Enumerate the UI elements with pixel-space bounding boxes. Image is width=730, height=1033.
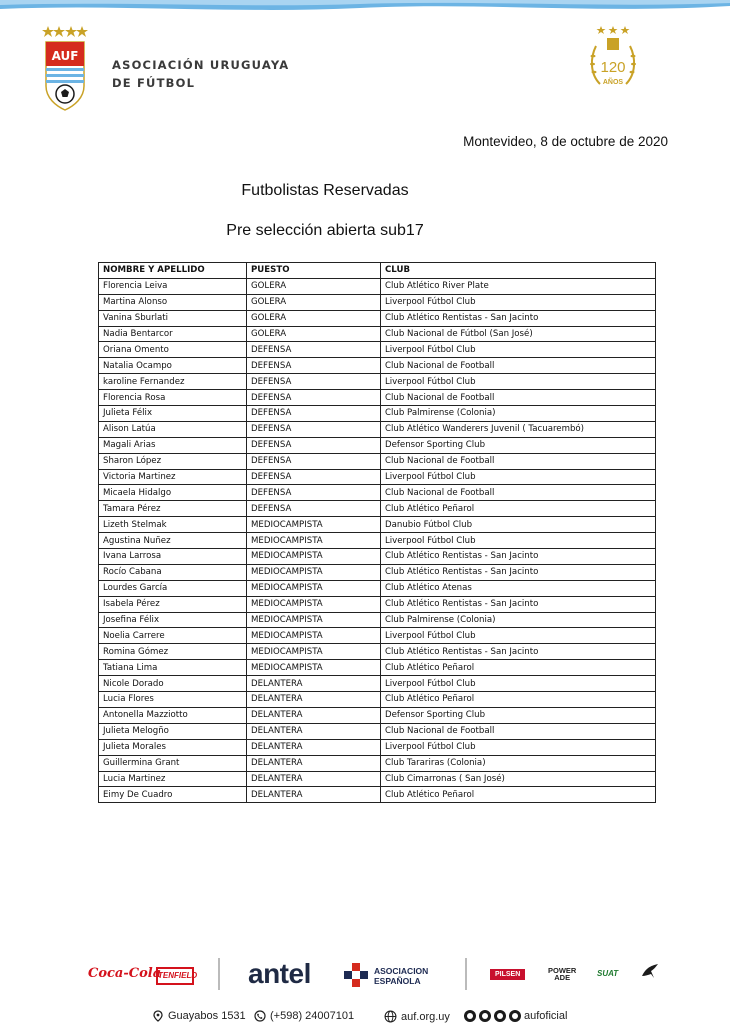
cell-position: DELANTERA [247,692,381,708]
cell-player-name: Julieta Melogño [99,723,247,739]
cell-club: Defensor Sporting Club [381,707,656,723]
org-name [112,56,289,92]
cell-club: Liverpool Fútbol Club [381,533,656,549]
players-table-body [99,278,656,802]
cell-player-name: Alison Latúa [99,421,247,437]
cell-player-name: Nicole Dorado [99,676,247,692]
cell-club: Club Palmirense (Colonia) [381,612,656,628]
suat-logo: SUAT [597,969,619,978]
cell-position: GOLERA [247,294,381,310]
cell-club: Club Atlético Rentistas - San Jacinto [381,549,656,565]
antel-logo: antel [248,958,311,989]
org-name-line1: ASOCIACIÓN URUGUAYA [112,58,290,72]
cell-player-name: Lucia Martinez [99,771,247,787]
table-row [99,485,656,501]
table-row [99,564,656,580]
table-row [99,501,656,517]
ae-line2: ESPAÑOLA [374,976,421,986]
cell-position: MEDIOCAMPISTA [247,549,381,565]
header-club: CLUB [381,263,656,279]
table-row [99,406,656,422]
cell-player-name: Sharon López [99,453,247,469]
cell-player-name: Victoria Martinez [99,469,247,485]
cell-club: Liverpool Fútbol Club [381,676,656,692]
footer-address-text: Guayabos 1531 [168,1010,246,1022]
instagram-icon[interactable] [494,1010,506,1022]
table-row [99,533,656,549]
cell-club: Club Nacional de Fútbol (San José) [381,326,656,342]
org-name-line2: DE FÚTBOL [112,76,196,90]
globe-icon [384,1010,397,1023]
table-row [99,437,656,453]
cell-position: MEDIOCAMPISTA [247,644,381,660]
cell-position: DELANTERA [247,771,381,787]
cell-player-name: Agustina Nuñez [99,533,247,549]
cell-player-name: Tatiana Lima [99,660,247,676]
cell-club: Liverpool Fútbol Club [381,342,656,358]
cell-position: DEFENSA [247,501,381,517]
cocacola-logo: Coca-Cola [88,966,162,981]
cell-position: GOLERA [247,310,381,326]
cell-position: MEDIOCAMPISTA [247,628,381,644]
cell-club: Club Atlético Rentistas - San Jacinto [381,644,656,660]
header-name: NOMBRE Y APELLIDO [99,263,247,279]
cell-position: DEFENSA [247,453,381,469]
cell-club: Club Nacional de Football [381,485,656,501]
header-position: PUESTO [247,263,381,279]
asociacion-espanola-logo [374,966,428,986]
table-row [99,342,656,358]
facebook-icon[interactable] [479,1010,491,1022]
sponsor-divider [465,958,467,990]
table-row [99,723,656,739]
powerade-logo [548,967,576,981]
table-row [99,549,656,565]
cell-club: Defensor Sporting Club [381,437,656,453]
cell-club: Club Atlético Peñarol [381,501,656,517]
cell-club: Liverpool Fútbol Club [381,294,656,310]
table-row [99,358,656,374]
anniversary-120-badge [588,26,638,100]
table-row [99,660,656,676]
cell-club: Club Atlético Rentistas - San Jacinto [381,564,656,580]
table-row [99,628,656,644]
cell-player-name: Magali Arias [99,437,247,453]
phone-icon [254,1010,266,1022]
cell-player-name: Julieta Félix [99,406,247,422]
youtube-icon[interactable] [509,1010,521,1022]
cell-player-name: Vanina Sburlati [99,310,247,326]
cell-position: DEFENSA [247,437,381,453]
puma-logo-icon [640,962,660,982]
cell-position: DEFENSA [247,390,381,406]
footer-social[interactable] [464,1010,567,1022]
crest-text: AUF [51,49,79,63]
cell-position: DELANTERA [247,707,381,723]
document-title: Futbolistas Reservadas [241,182,409,199]
table-row [99,676,656,692]
cell-player-name: Lizeth Stelmak [99,517,247,533]
footer-social-handle[interactable]: aufoficial [524,1010,568,1022]
cell-player-name: Romina Gómez [99,644,247,660]
cell-club: Liverpool Fútbol Club [381,739,656,755]
cell-club: Club Atlético Atenas [381,580,656,596]
pilsen-logo: PILSEN [490,969,525,980]
table-row [99,755,656,771]
footer-website-text[interactable]: auf.org.uy [401,1010,450,1023]
cell-player-name: Antonella Mazziotto [99,707,247,723]
cell-position: DEFENSA [247,421,381,437]
cell-position: DELANTERA [247,676,381,692]
cell-club: Club Atlético River Plate [381,278,656,294]
cell-player-name: Josefina Félix [99,612,247,628]
cell-club: Club Atlético Peñarol [381,692,656,708]
table-row [99,771,656,787]
cell-position: DELANTERA [247,723,381,739]
footer-contact [0,1008,730,1028]
ae-line1: ASOCIACION [374,966,429,976]
cell-position: DEFENSA [247,358,381,374]
sponsor-divider [218,958,220,990]
table-header-row [99,263,656,279]
table-row [99,596,656,612]
cell-player-name: Martina Alonso [99,294,247,310]
cell-club: Danubio Fútbol Club [381,517,656,533]
table-row [99,326,656,342]
cell-position: DEFENSA [247,406,381,422]
cell-player-name: Lourdes García [99,580,247,596]
cell-player-name: Tamara Pérez [99,501,247,517]
location-pin-icon [152,1010,164,1022]
cell-position: MEDIOCAMPISTA [247,564,381,580]
footer-address [152,1010,246,1022]
header-wave-decoration [0,0,730,14]
cell-club: Club Tarariras (Colonia) [381,755,656,771]
powerade-line1: POWER [548,966,577,975]
table-row [99,310,656,326]
sponsors-bar [80,958,660,992]
cell-club: Club Nacional de Football [381,358,656,374]
cell-player-name: Ivana Larrosa [99,549,247,565]
cell-position: MEDIOCAMPISTA [247,660,381,676]
cell-club: Club Palmirense (Colonia) [381,406,656,422]
date-line: Montevideo, 8 de octubre de 2020 [463,134,668,149]
cell-club: Club Cimarronas ( San José) [381,771,656,787]
auf-crest-logo [42,26,88,112]
table-row [99,294,656,310]
table-row [99,707,656,723]
anniversary-number: 120 [600,59,626,76]
powerade-line2: ADE [554,973,571,982]
table-row [99,390,656,406]
cell-club: Liverpool Fútbol Club [381,469,656,485]
cell-position: GOLERA [247,278,381,294]
cell-player-name: Florencia Leiva [99,278,247,294]
footer-phone-text: (+598) 24007101 [270,1010,355,1022]
cell-club: Club Nacional de Football [381,453,656,469]
footer-phone [254,1010,354,1022]
cell-club: Club Atlético Wanderers Juvenil ( Tacuarembó) [381,421,656,437]
cell-player-name: Rocío Cabana [99,564,247,580]
cell-player-name: karoline Fernandez [99,374,247,390]
cell-player-name: Florencia Rosa [99,390,247,406]
cell-player-name: Isabela Pérez [99,596,247,612]
document-subtitle: Pre selección abierta sub17 [226,222,424,239]
cell-player-name: Lucia Flores [99,692,247,708]
table-row [99,374,656,390]
footer-website[interactable] [384,1010,450,1023]
cell-club: Liverpool Fútbol Club [381,628,656,644]
cell-position: DEFENSA [247,374,381,390]
cell-club: Club Atlético Rentistas - San Jacinto [381,596,656,612]
tenfield-logo: TENFIELD [156,967,194,985]
cell-player-name: Eimy De Cuadro [99,787,247,803]
cell-position: MEDIOCAMPISTA [247,596,381,612]
cell-position: DEFENSA [247,342,381,358]
table-row [99,469,656,485]
cell-club: Club Atlético Rentistas - San Jacinto [381,310,656,326]
cell-player-name: Micaela Hidalgo [99,485,247,501]
table-row [99,278,656,294]
table-row [99,787,656,803]
table-row [99,517,656,533]
cell-club: Club Nacional de Football [381,390,656,406]
table-row [99,739,656,755]
table-row [99,612,656,628]
cell-player-name: Natalia Ocampo [99,358,247,374]
twitter-icon[interactable] [464,1010,476,1022]
table-row [99,453,656,469]
cell-player-name: Nadia Bentarcor [99,326,247,342]
cell-position: DEFENSA [247,469,381,485]
cell-position: DELANTERA [247,739,381,755]
cell-position: DEFENSA [247,485,381,501]
players-table [98,262,656,803]
cell-player-name: Guillermina Grant [99,755,247,771]
anniversary-label: AÑOS [602,79,624,86]
table-row [99,580,656,596]
cell-player-name: Noelia Carrere [99,628,247,644]
cell-club: Club Atlético Peñarol [381,787,656,803]
asociacion-espanola-cross-icon [344,963,368,987]
table-row [99,692,656,708]
cell-position: MEDIOCAMPISTA [247,517,381,533]
cell-position: DELANTERA [247,787,381,803]
cell-position: MEDIOCAMPISTA [247,580,381,596]
cell-position: MEDIOCAMPISTA [247,612,381,628]
cell-club: Club Atlético Peñarol [381,660,656,676]
cell-player-name: Oriana Omento [99,342,247,358]
cell-position: GOLERA [247,326,381,342]
cell-club: Liverpool Fútbol Club [381,374,656,390]
table-row [99,421,656,437]
cell-position: MEDIOCAMPISTA [247,533,381,549]
table-row [99,644,656,660]
cell-position: DELANTERA [247,755,381,771]
cell-club: Club Nacional de Football [381,723,656,739]
cell-player-name: Julieta Morales [99,739,247,755]
